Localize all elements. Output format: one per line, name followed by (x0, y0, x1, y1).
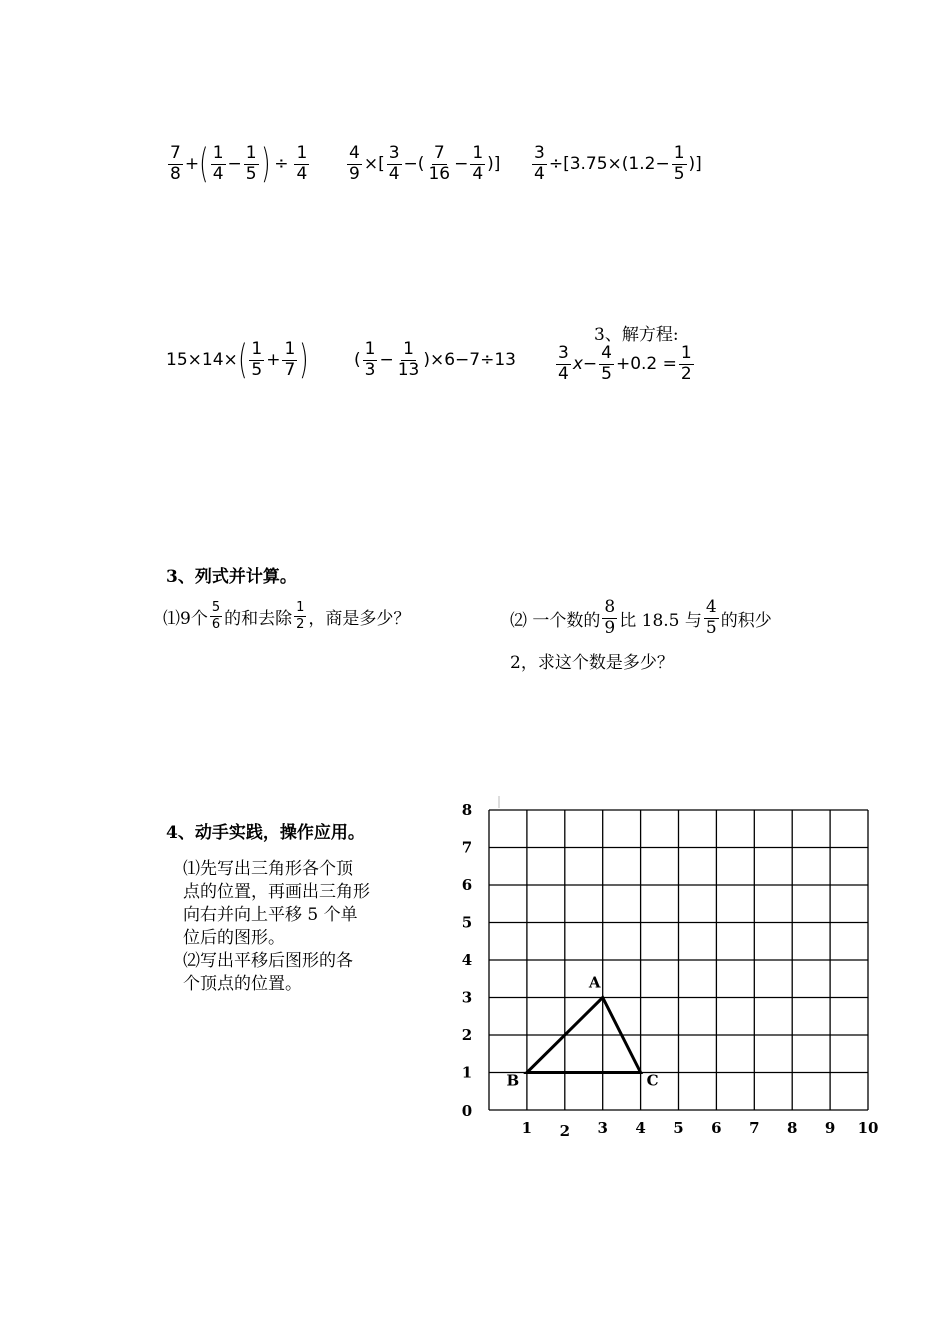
x-tick-label: 8 (786, 1119, 798, 1137)
vertex-label-c: C (646, 1071, 659, 1090)
question-2: ⑵ 一个数的 $\frac{8}{9}$ 比 18.5 与 $\frac{4}{5}$ 的积少 (510, 596, 772, 638)
expression-2: $\frac{4}{9}$ ×[ $\frac{3}{4}$ −( $\frac{7}{16}$ − $\frac{1}{4}$ )] (349, 142, 501, 184)
y-tick-label: 8 (461, 801, 473, 819)
instruction-line: ⑴先写出三角形各个顶 (183, 859, 353, 879)
y-tick-label: 6 (461, 876, 473, 894)
section4-heading: 4、动手实践，操作应用。 (166, 823, 365, 843)
y-tick-label: 1 (461, 1063, 473, 1082)
y-tick-label: 4 (461, 951, 473, 969)
x-tick-label: 5 (673, 1119, 684, 1137)
instruction-line: 位后的图形。 (183, 928, 285, 948)
question-2-line2: 2，求这个数是多少？ (510, 653, 674, 673)
vertex-label-b: B (506, 1071, 520, 1090)
vertex-label-a: A (588, 973, 601, 992)
expression-3: $\frac{3}{4}$ ÷[3.75×(1.2− $\frac{1}{5}$ )] (534, 142, 702, 184)
expression-1: $\frac{7}{8}$ + ( $\frac{1}{4}$ − $\frac{1}{5}$ ) ÷ $\frac{1}{4}$ (170, 141, 308, 187)
expression-5: ( $\frac{1}{3}$ − $\frac{1}{13}$ )×6−7÷13 (354, 338, 516, 380)
equation: $\frac{3}{4}$ x − $\frac{4}{5}$ +0.2 = $\frac{1}{2}$ (558, 342, 692, 384)
instruction-line: ⑵写出平移后图形的各 (183, 951, 353, 971)
y-tick-label: 3 (461, 988, 473, 1007)
x-tick-label: 7 (749, 1119, 760, 1137)
x-tick-label: 10 (857, 1119, 879, 1137)
section3-heading: 3、列式并计算。 (166, 567, 297, 587)
instruction-line: 个顶点的位置。 (183, 974, 302, 994)
y-tick-label: 0 (461, 1102, 473, 1120)
x-tick-label: 9 (824, 1119, 836, 1137)
expression-4: 15×14× ( $\frac{1}{5}$ + $\frac{1}{7}$ ) (166, 337, 309, 383)
y-tick-label: 7 (461, 838, 473, 857)
x-tick-label: 4 (635, 1119, 646, 1137)
y-tick-label: 2 (461, 1026, 473, 1044)
instruction-line: 向右并向上平移 5 个单 (183, 905, 358, 925)
x-tick-label: 6 (711, 1119, 722, 1137)
fraction: $\frac{7}{8}$ (170, 142, 181, 184)
x-tick-label: 3 (597, 1119, 608, 1137)
x-tick-label: 2 (559, 1122, 571, 1140)
question-1: ⑴9个 $\frac{5}{6}$ 的和去除 $\frac{1}{2}$ ，商是多少？ (163, 599, 411, 632)
y-tick-label: 5 (461, 913, 473, 932)
x-tick-label: 1 (521, 1119, 533, 1137)
equation-heading: 3、解方程: (594, 325, 679, 345)
instruction-line: 点的位置，再画出三角形 (183, 882, 370, 902)
